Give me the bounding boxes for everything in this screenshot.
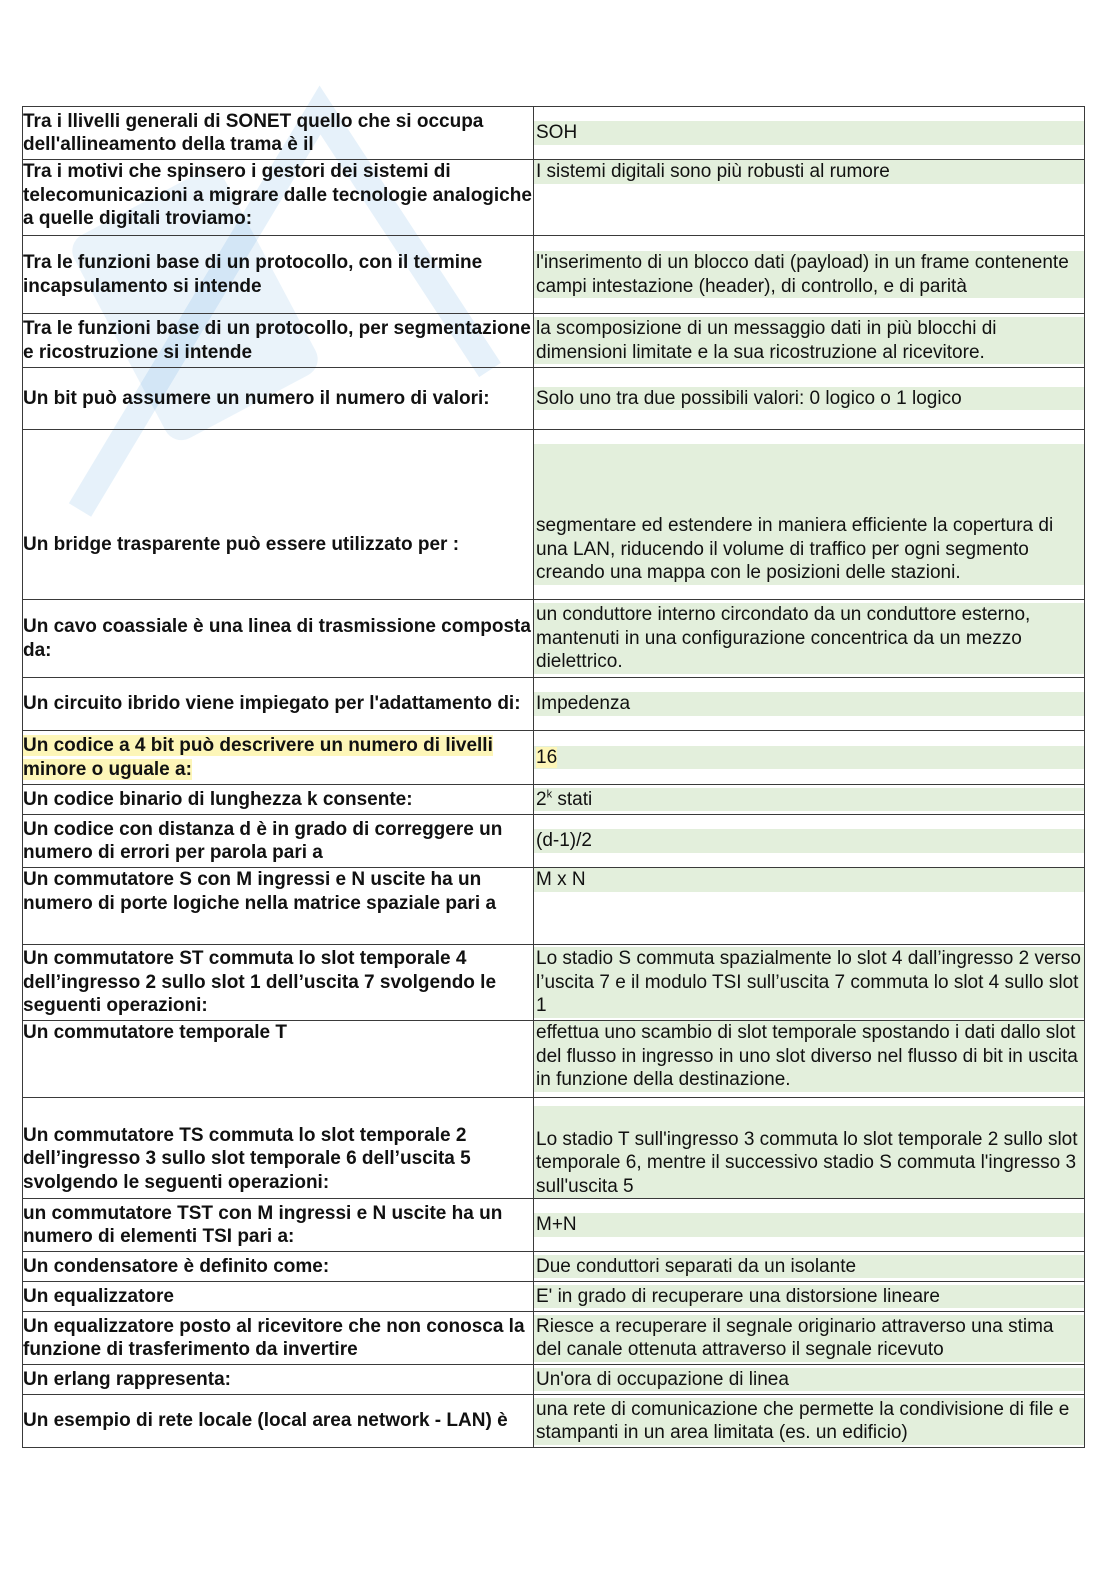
question-text: Tra le funzioni base di un protocollo, per segmentazione e ricostruzione si intende <box>23 318 531 363</box>
answer-text: E' in grado di recuperare una distorsione lineare <box>534 1285 1084 1309</box>
answer-cell <box>534 815 1085 868</box>
question-text: Un codice con distanza d è in grado di correggere un numero di errori per parola pari a <box>23 818 503 863</box>
question-text: Tra i motivi che spinsero i gestori dei sistemi di telecomunicazioni a migrare dalle tecnologie analogiche a quelle digitali troviamo: <box>23 161 532 229</box>
answer-text: la scomposizione di un messaggio dati in più blocchi di dimensioni limitate e la sua ricostruzione al ricevitore. <box>534 317 1084 364</box>
question-cell <box>23 731 534 785</box>
question-text: Un bit può assumere un numero il numero di valori: <box>23 387 490 409</box>
table-row <box>23 1098 1085 1199</box>
question-cell <box>23 678 534 731</box>
answer-text: l'inserimento di un blocco dati (payload) in un frame contenente campi intestazione (header), di controllo, e di parità <box>534 251 1084 298</box>
question-cell <box>23 1395 534 1448</box>
table-row <box>23 600 1085 678</box>
question-text: Tra le funzioni base di un protocollo, con il termine incapsulamento si intende <box>23 252 483 297</box>
answer-rest: stati <box>552 788 593 810</box>
table-row <box>23 678 1085 731</box>
question-cell <box>23 1252 534 1282</box>
answer-cell <box>534 314 1085 368</box>
answer-text: una rete di comunicazione che permette la condivisione di file e stampanti in un area limitata (es. un edificio) <box>534 1398 1084 1445</box>
table-row <box>23 785 1085 815</box>
answer-cell <box>534 731 1085 785</box>
answer-text: segmentare ed estendere in maniera efficiente la copertura di una LAN, riducendo il volume di traffico per ogni segmento creando una mappa con le posizioni delle stazioni. <box>534 444 1084 585</box>
question-text: Un condensatore è definito come: <box>23 1255 330 1277</box>
question-text: Un esempio di rete locale (local area network - LAN) è <box>23 1410 508 1432</box>
answer-cell <box>534 107 1085 160</box>
answer-text <box>534 788 1084 812</box>
question-cell <box>23 1199 534 1252</box>
question-cell <box>23 160 534 236</box>
answer-text: SOH <box>534 121 1084 145</box>
answer-text: effettua uno scambio di slot temporale spostando i dati dallo slot del flusso in ingresso in uno slot diverso nel flusso di bit in uscita in funzione della destinazione. <box>534 1021 1084 1092</box>
table-row <box>23 160 1085 236</box>
answer-cell <box>534 368 1085 430</box>
table-row <box>23 1282 1085 1312</box>
answer-cell <box>534 1098 1085 1199</box>
question-cell <box>23 815 534 868</box>
question-cell <box>23 107 534 160</box>
answer-cell <box>534 1365 1085 1395</box>
answer-cell <box>534 600 1085 678</box>
table-row <box>23 430 1085 600</box>
table-row <box>23 107 1085 160</box>
question-cell <box>23 1282 534 1312</box>
table-row <box>23 815 1085 868</box>
answer-exponent: k <box>546 788 553 801</box>
question-cell <box>23 1365 534 1395</box>
question-cell <box>23 368 534 430</box>
answer-text: Un'ora di occupazione di linea <box>534 1368 1084 1392</box>
question-text: Un commutatore S con M ingressi e N uscite ha un numero di porte logiche nella matrice spaziale pari a <box>23 869 497 914</box>
question-text: un commutatore TST con M ingressi e N uscite ha un numero di elementi TSI pari a: <box>23 1202 503 1247</box>
answer-text: Due conduttori separati da un isolante <box>534 1255 1084 1279</box>
answer-cell <box>534 678 1085 731</box>
question-cell <box>23 868 534 945</box>
answer-cell <box>534 945 1085 1021</box>
answer-cell <box>534 785 1085 815</box>
qa-table <box>22 106 1085 1448</box>
question-cell <box>23 236 534 314</box>
answer-text <box>534 746 1084 770</box>
question-text: Tra i llivelli generali di SONET quello che si occupa dell'allineamento della trama è il <box>23 110 484 155</box>
question-cell <box>23 945 534 1021</box>
question-cell <box>23 1312 534 1365</box>
question-cell <box>23 600 534 678</box>
answer-text: M+N <box>534 1213 1084 1237</box>
table-row <box>23 1365 1085 1395</box>
table-row <box>23 1312 1085 1365</box>
answer-text: (d-1)/2 <box>534 829 1084 853</box>
question-cell <box>23 314 534 368</box>
answer-cell <box>534 1395 1085 1448</box>
question-text: Un circuito ibrido viene impiegato per l'adattamento di: <box>23 693 521 715</box>
answer-text: un conduttore interno circondato da un conduttore esterno, mantenuti in una configurazione concentrica da un mezzo dielettrico. <box>534 603 1084 674</box>
answer-cell <box>534 1199 1085 1252</box>
question-text: Un equalizzatore <box>23 1285 174 1307</box>
table-row <box>23 368 1085 430</box>
answer-base: 2 <box>536 788 547 810</box>
question-text: Un commutatore ST commuta lo slot temporale 4 dell’ingresso 2 sullo slot 1 dell’uscita 7 svolgendo le seguenti operazioni: <box>23 948 497 1017</box>
answer-text: M x N <box>534 868 1084 892</box>
question-cell <box>23 1098 534 1199</box>
table-row <box>23 1252 1085 1282</box>
table-row <box>23 1395 1085 1448</box>
question-text: Un codice binario di lunghezza k consente: <box>23 788 413 810</box>
table-row <box>23 945 1085 1021</box>
answer-text: Impedenza <box>534 692 1084 716</box>
table-row <box>23 1021 1085 1098</box>
table-row <box>23 1199 1085 1252</box>
question-text: Un equalizzatore posto al ricevitore che non conosca la funzione di trasferimento da invertire <box>23 1315 525 1360</box>
table-row <box>23 236 1085 314</box>
answer-text: Riesce a recuperare il segnale originario attraverso una stima del canale ottenuta attraverso il segnale ricevuto <box>534 1315 1084 1362</box>
answer-text: I sistemi digitali sono più robusti al rumore <box>534 160 1084 184</box>
answer-cell <box>534 430 1085 600</box>
answer-text: Lo stadio T sull'ingresso 3 commuta lo slot temporale 2 sullo slot temporale 6, mentre il successivo stadio S commuta l'ingresso 3 sull'uscita 5 <box>534 1106 1084 1199</box>
question-text: Un commutatore TS commuta lo slot temporale 2 dell’ingresso 3 sullo slot temporale 6 dell’uscita 5 svolgendo le seguenti operazioni: <box>23 1124 471 1193</box>
answer-text: Solo uno tra due possibili valori: 0 logico o 1 logico <box>534 387 1084 411</box>
answer-cell <box>534 1312 1085 1365</box>
question-text: Un codice a 4 bit può descrivere un numero di livelli minore o uguale a: <box>23 735 493 780</box>
question-cell <box>23 785 534 815</box>
question-text: Un erlang rappresenta: <box>23 1368 231 1390</box>
answer-cell <box>534 1282 1085 1312</box>
answer-cell <box>534 236 1085 314</box>
answer-highlight: 16 <box>536 746 558 768</box>
table-row <box>23 314 1085 368</box>
answer-cell <box>534 160 1085 236</box>
table-row <box>23 731 1085 785</box>
answer-cell <box>534 868 1085 945</box>
question-cell <box>23 1021 534 1098</box>
answer-cell <box>534 1252 1085 1282</box>
question-text: Un cavo coassiale è una linea di trasmissione composta da: <box>23 616 531 661</box>
table-row <box>23 868 1085 945</box>
question-cell <box>23 430 534 600</box>
question-text: Un commutatore temporale T <box>23 1022 287 1043</box>
answer-text: Lo stadio S commuta spazialmente lo slot 4 dall’ingresso 2 verso l’uscita 7 e il modulo TSI sull’uscita 7 commuta lo slot 4 sullo slot 1 <box>534 947 1084 1018</box>
answer-cell <box>534 1021 1085 1098</box>
question-text: Un bridge trasparente può essere utilizzato per : <box>23 533 460 555</box>
